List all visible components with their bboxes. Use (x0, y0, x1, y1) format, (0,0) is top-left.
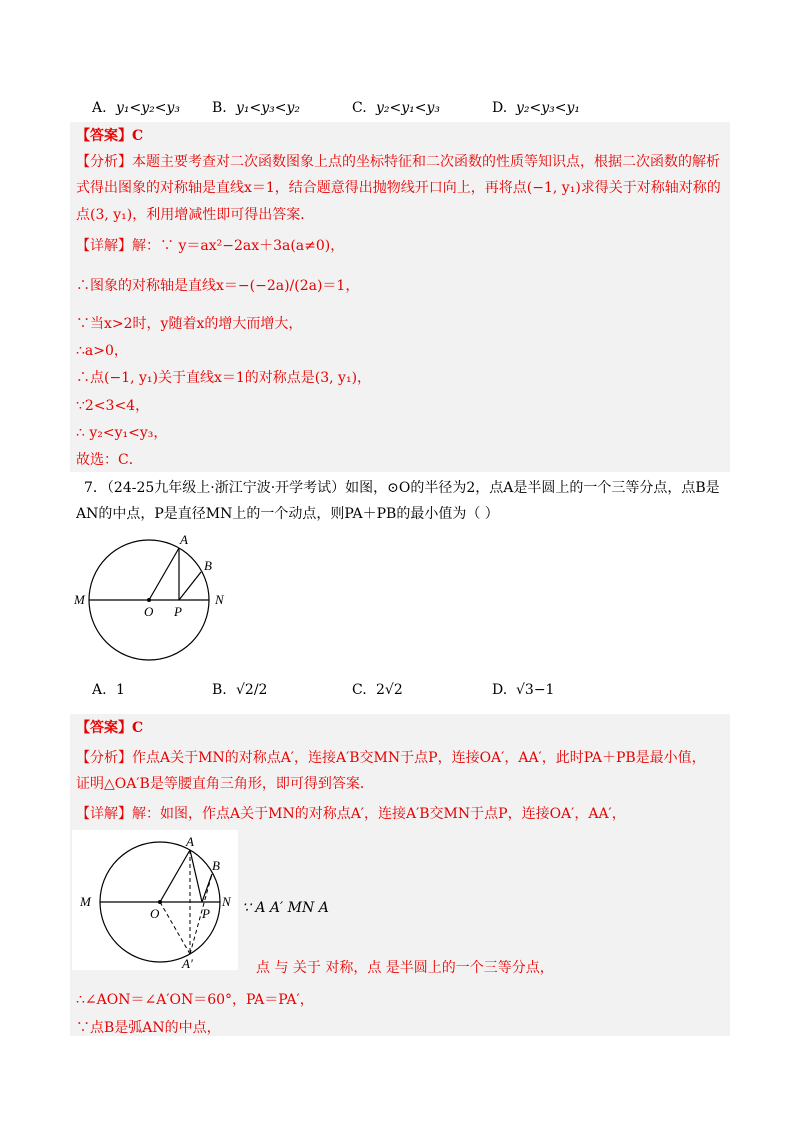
q6-analysis-line-3: 点(3, y₁)，利用增减性即可得出答案． (76, 207, 315, 223)
q7-answer: 【答案】C (76, 720, 144, 736)
q6-detail-line-5: ∴点(−1, y₁)关于直线x＝1的对称点是(3, y₁)， (76, 370, 372, 386)
segment-pb (179, 572, 201, 600)
q7-option-b-letter: B. (212, 682, 227, 698)
q7-solution-figure-frame (72, 830, 238, 970)
q6-detail-line-4: ∴a>0， (76, 343, 128, 359)
label-a-2: A (186, 834, 194, 849)
q6-detail-line-6: ∵2<3<4， (76, 398, 150, 414)
q6-detail-line-3: ∵当x>2时，y随着x的增大而增大， (76, 316, 303, 332)
label-o: O (144, 604, 154, 619)
q6-option-c-letter: C. (352, 100, 367, 116)
q6-option-c-text: y₂<y₁<y₃ (376, 100, 441, 116)
q6-detail-line-1: 【详解】解：∵ y＝ax²−2ax＋3a(a≠0)， (76, 238, 345, 254)
q6-option-a-letter: A. (92, 100, 107, 116)
label-p: P (174, 604, 182, 619)
segment-oa-2 (160, 850, 190, 902)
q7-analysis-line-2: 证明△OA′B是等腰直角三角形，即可得到答案． (76, 776, 374, 792)
q6-solution-block (70, 122, 730, 472)
q7-stem-line-1: 7．（24-25九年级上·浙江宁波·开学考试）如图，⊙O的半径为2，点A是半圆上的一个三等分点，点B是 (84, 480, 720, 496)
center-dot-2 (158, 900, 162, 904)
q7-option-c-letter: C. (352, 682, 367, 698)
q7-detail-line-2: ∴∠AON＝∠A′ON＝60°，PA＝PA′， (76, 992, 314, 1008)
label-b-2: B (212, 858, 220, 873)
label-n: N (215, 592, 224, 607)
label-p-2: P (202, 906, 210, 921)
q6-analysis-line-1: 【分析】本题主要考查对二次函数图象上点的坐标特征和二次函数的性质等知识点，根据二次函数的解析 (76, 154, 720, 170)
q7-fig-side-text: ∵ A A′ MN A (242, 900, 329, 916)
q7-option-c-text: 2√2 (376, 682, 403, 698)
segment-oa (149, 548, 179, 600)
q7-detail-intro: 【详解】解：如图，作点A关于MN的对称点A′，连接A′B交MN于点P，连接OA′，AA′， (76, 806, 626, 822)
q6-answer: 【答案】C (76, 128, 144, 144)
q6-option-b-letter: B. (212, 100, 227, 116)
q6-detail-line-7: ∴ y₂<y₁<y₃， (76, 425, 168, 441)
q7-option-d-letter: D. (492, 682, 508, 698)
q6-analysis-line-2: 式得出图象的对称轴是直线x＝1，结合题意得出抛物线开口向上，再将点(−1, y₁)求得关于对称轴对称的 (76, 180, 721, 196)
q6-option-a-text: y₁<y₂<y₃ (116, 100, 181, 116)
q7-analysis-line-1: 【分析】作点A关于MN的对称点A′，连接A′B交MN于点P，连接OA′，AA′，此时PA＋PB是最小值， (76, 750, 706, 766)
q7-circle-figure (70, 530, 250, 665)
q7-stem-line-2: AN的中点，P是直径MN上的一个动点，则PA＋PB的最小值为（ ） (76, 506, 499, 522)
label-n-2: N (222, 894, 231, 909)
q7-fig-side-text-2: 点 与 关于 对称，点 是半圆上的一个三等分点， (256, 960, 554, 976)
segment-oa-prime (160, 902, 190, 954)
q7-option-a-text: 1 (116, 682, 125, 698)
q7-option-d-text: √3−1 (516, 682, 555, 698)
q7-solution-figure (72, 830, 238, 970)
q6-option-b-text: y₁<y₃<y₂ (236, 100, 301, 116)
q7-option-b-text: √2/2 (236, 682, 268, 698)
center-dot (147, 598, 151, 602)
label-b: B (204, 558, 212, 573)
q6-option-d-text: y₂<y₃<y₁ (516, 100, 581, 116)
q6-detail-line-8: 故选：C． (76, 452, 143, 468)
q7-option-a-letter: A. (92, 682, 107, 698)
label-m: M (74, 592, 85, 607)
label-a-prime: A′ (182, 956, 193, 970)
q7-detail-line-3: ∵点B是弧AN的中点， (76, 1020, 221, 1036)
label-o-2: O (150, 906, 160, 921)
q6-detail-line-2: ∴图象的对称轴是直线x＝−(−2a)/(2a)＝1， (76, 278, 360, 294)
label-m-2: M (80, 894, 91, 909)
label-a: A (180, 532, 188, 547)
q6-option-d-letter: D. (492, 100, 508, 116)
